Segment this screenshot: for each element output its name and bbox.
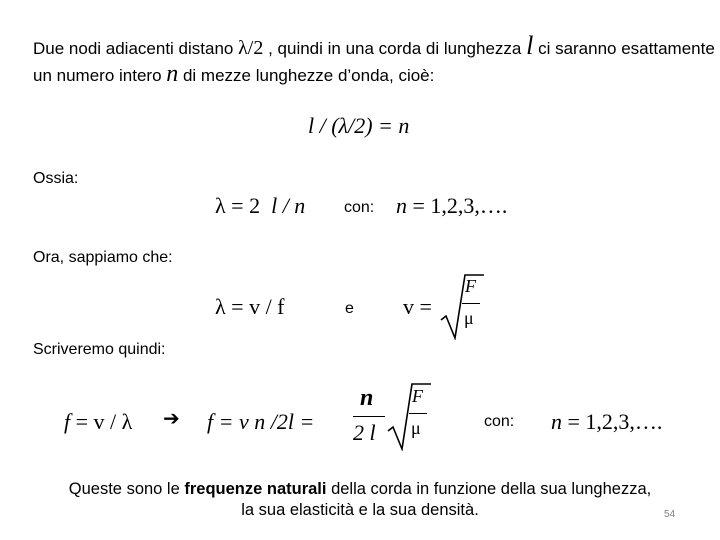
n-values-1 bbox=[396, 193, 507, 219]
f-symbol-1: f bbox=[64, 409, 71, 434]
f-v-lambda: = v / λ bbox=[70, 409, 133, 434]
conclusion-text-1: Queste sono le bbox=[68, 480, 185, 498]
f-symbol-2: f bbox=[207, 409, 214, 434]
page-number: 54 bbox=[664, 509, 676, 520]
equation-n-half-wavelengths: l / (λ/2) = n bbox=[308, 113, 410, 138]
equation-f-vn2l bbox=[207, 409, 314, 435]
conclusion-line-1 bbox=[0, 480, 720, 499]
n-range-1: = 1,2,3,…. bbox=[412, 193, 508, 218]
intro-line-2 bbox=[33, 61, 435, 87]
equation-lambda-v-f bbox=[215, 294, 285, 320]
e-label: e bbox=[345, 300, 354, 317]
intro-text-3: ci saranno esattamente bbox=[533, 39, 715, 58]
conclusion-bold: frequenze naturali bbox=[184, 480, 327, 498]
sqrt-symbol-2 bbox=[387, 381, 432, 451]
intro-text-2: , quindi in una corda di lunghezza bbox=[263, 39, 527, 58]
scriveremo-label: Scriveremo quindi: bbox=[33, 341, 166, 358]
intro-text-5: di mezze lunghezze d’onda, cioè: bbox=[178, 66, 435, 85]
fraction-numerator-n: n bbox=[360, 385, 374, 411]
v-equals: v = bbox=[403, 294, 432, 319]
ora-label: Ora, sappiamo che: bbox=[33, 249, 173, 266]
tension-F-1: F bbox=[465, 276, 476, 296]
equation-f-v-lambda bbox=[64, 409, 132, 435]
sqrt-symbol-1 bbox=[440, 272, 485, 340]
con-label-1: con: bbox=[344, 199, 375, 216]
con-label-2: con: bbox=[484, 413, 515, 430]
arrow-icon: ➔ bbox=[163, 406, 180, 430]
fraction-bar-main bbox=[353, 416, 385, 417]
eq-lambda-lhs: λ = 2 bbox=[215, 193, 261, 218]
n-values-2 bbox=[551, 409, 662, 435]
eq-lambda-rhs: l / n bbox=[271, 193, 306, 218]
intro-line-1 bbox=[33, 31, 715, 60]
length-symbol: l bbox=[526, 31, 534, 60]
ossia-label: Ossia: bbox=[33, 170, 79, 187]
lambda-half: λ/2 bbox=[238, 37, 264, 59]
eq-lambda-v-f: λ = v / f bbox=[215, 294, 285, 319]
n-symbol: n bbox=[166, 61, 179, 87]
fraction-bar-1 bbox=[462, 303, 480, 304]
density-mu-2: μ bbox=[411, 418, 421, 438]
conclusion-text-2: della corda in funzione della sua lunghezza, bbox=[326, 480, 652, 498]
f-vn2l: = v n /2l = bbox=[213, 409, 315, 434]
intro-text-1: Due nodi adiacenti distano bbox=[33, 39, 239, 58]
intro-text-4: un numero intero bbox=[33, 66, 167, 85]
n-range-2: = 1,2,3,…. bbox=[567, 409, 663, 434]
equation-lambda bbox=[215, 193, 305, 219]
n-symbol-1: n bbox=[396, 193, 407, 218]
fraction-denominator-2l: 2 l bbox=[353, 420, 376, 445]
n-symbol-2: n bbox=[551, 409, 562, 434]
density-mu-1: μ bbox=[464, 308, 474, 328]
tension-F-2: F bbox=[412, 386, 423, 406]
fraction-bar-2 bbox=[409, 413, 427, 414]
conclusion-line-2: la sua elasticità e la sua densità. bbox=[241, 501, 479, 519]
